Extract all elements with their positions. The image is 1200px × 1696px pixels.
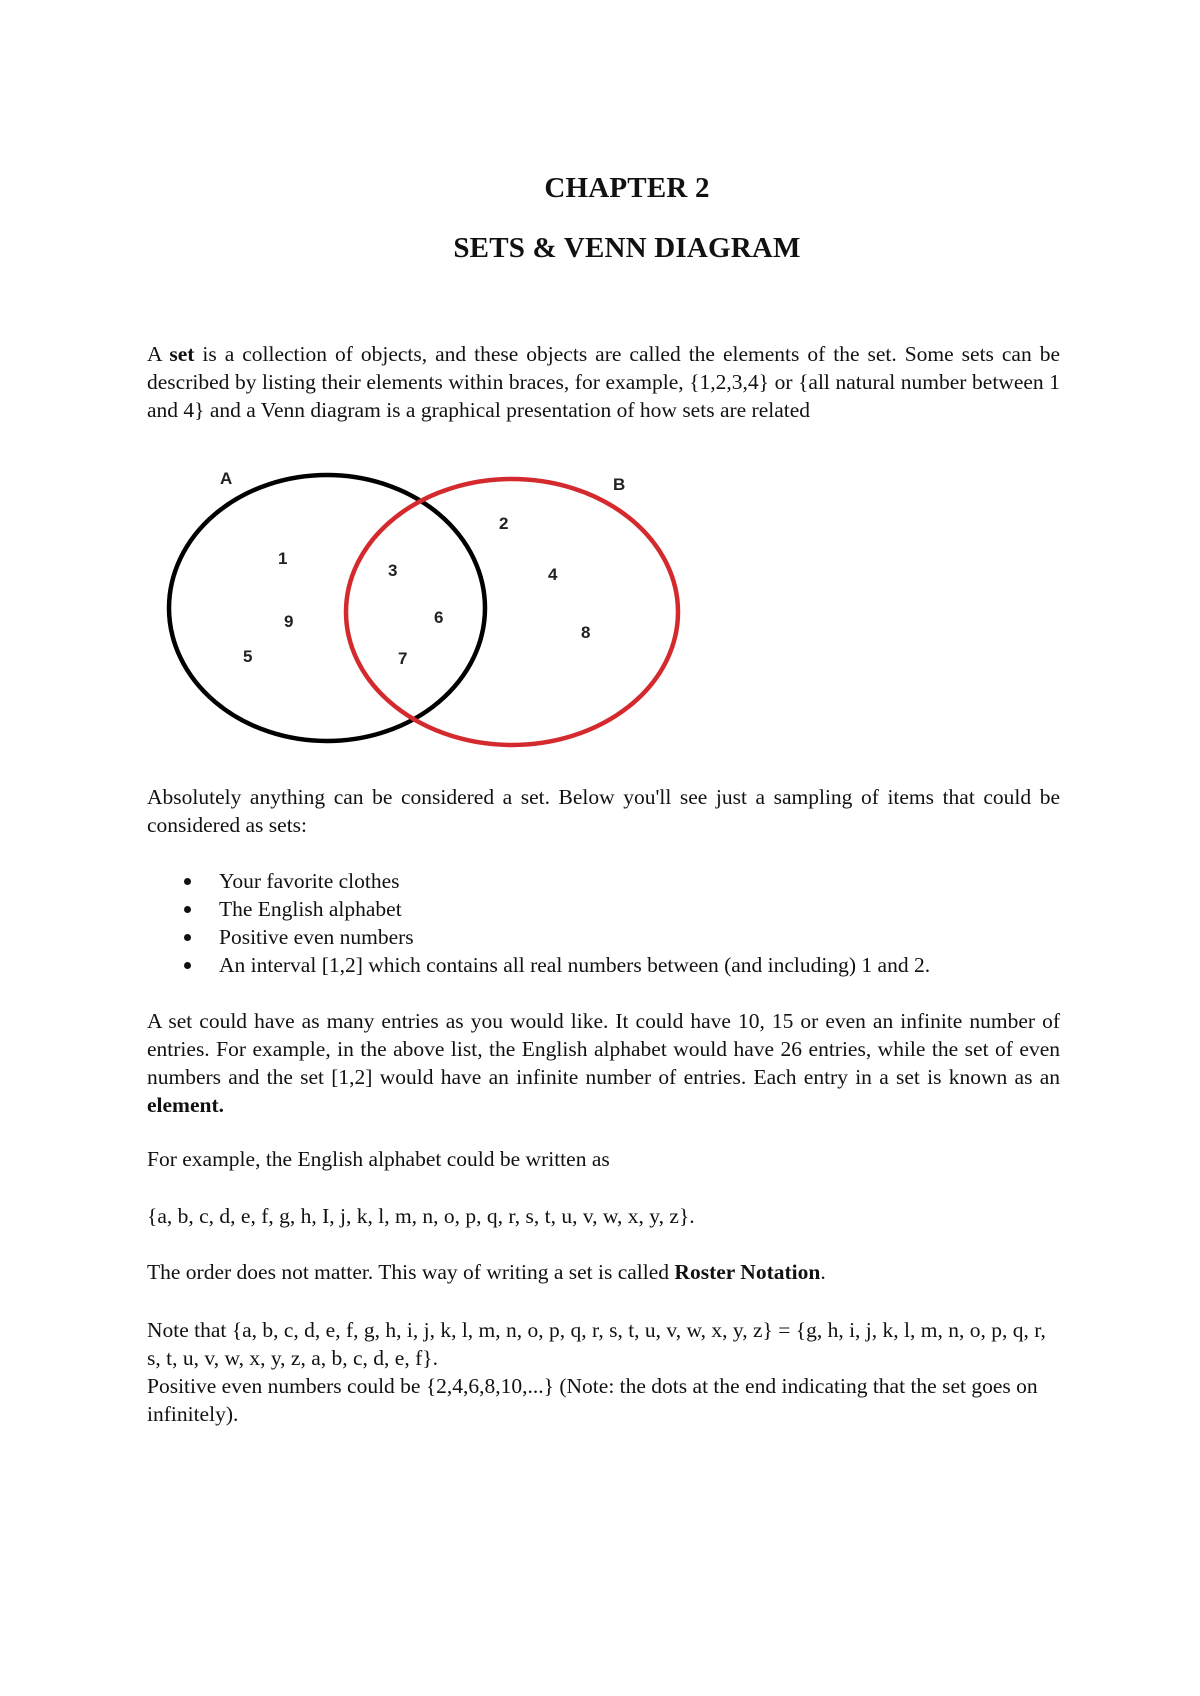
note-paragraph: Note that {a, b, c, d, e, f, g, h, i, j, k, l, m, n, o, p, q, r, s, t, u, v, w, x, y, z} = {g, h, i, j, k, l, m, n, o, p, q, r, s, t, u, v, w, x, y, z, a, b, c, d, e, f}. (147, 1318, 1046, 1370)
chapter-heading: CHAPTER 2 (544, 172, 710, 204)
bullet-icon (184, 934, 191, 941)
alphabet-intro: For example, the English alphabet could be written as (147, 1147, 610, 1171)
list-item-text: The English alphabet (219, 897, 402, 921)
bullet-icon (184, 906, 191, 913)
chapter-title: SETS & VENN DIAGRAM (453, 232, 801, 264)
order-text: The order does not matter. This way of writing a set is called (147, 1260, 675, 1284)
order-term-roster: Roster Notation (674, 1260, 821, 1284)
positive-even-paragraph: Positive even numbers could be {2,4,6,8,10,...} (Note: the dots at the end indicating that the set goes on infinitely). (147, 1374, 1038, 1426)
element-only-b: 4 (548, 565, 558, 584)
order-paragraph (147, 1258, 1060, 1286)
list-item (147, 951, 1060, 979)
entries-paragraph (147, 1007, 1060, 1119)
list-item-text: An interval [1,2] which contains all real numbers between (and including) 1 and 2. (219, 953, 931, 977)
examples-list (147, 867, 1060, 979)
bullet-icon (184, 878, 191, 885)
entries-term-element: element. (147, 1093, 225, 1117)
element-both: 6 (434, 608, 444, 627)
set-a-label: A (220, 469, 233, 488)
list-item (147, 895, 1060, 923)
list-item (147, 867, 1060, 895)
element-both: 7 (398, 649, 408, 668)
list-item-text: Positive even numbers (219, 925, 414, 949)
element-both: 3 (388, 561, 398, 580)
intro-part2: is a collection of objects, and these objects are called the elements of the set. Some sets can be described by listing their elements within braces, for example, {1,2,3,4} or {all natural number between 1 and 4} and a Venn diagram is a graphical presentation of how sets are related (147, 342, 1060, 422)
entries-text: A set could have as many entries as you would like. It could have 10, 15 or even an infinite number of entries. For example, in the above list, the English alphabet would have 26 entries, while the set of even numbers and the set [1,2] would have an infinite number of entries. Each entry in a set is known as an (147, 1009, 1060, 1089)
list-item-text: Your favorite clothes (219, 869, 400, 893)
intro-part1: A (147, 342, 170, 366)
element-only-b: 2 (499, 514, 509, 533)
alphabet-set: {a, b, c, d, e, f, g, h, I, j, k, l, m, n, o, p, q, r, s, t, u, v, w, x, y, z}. (147, 1204, 695, 1228)
bullet-icon (184, 962, 191, 969)
element-only-a: 9 (284, 612, 294, 631)
list-item (147, 923, 1060, 951)
element-only-b: 8 (581, 623, 591, 642)
set-b-label: B (613, 475, 626, 494)
intro-term-set: set (169, 342, 195, 366)
element-only-a: 5 (243, 647, 253, 666)
intro-paragraph (147, 340, 1060, 424)
anything-paragraph: Absolutely anything can be considered a set. Below you'll see just a sampling of items that could be considered as sets: (147, 785, 1060, 837)
set-b-circle (346, 479, 678, 745)
set-a-circle (169, 475, 485, 741)
element-only-a: 1 (278, 549, 288, 568)
order-end: . (820, 1260, 826, 1284)
